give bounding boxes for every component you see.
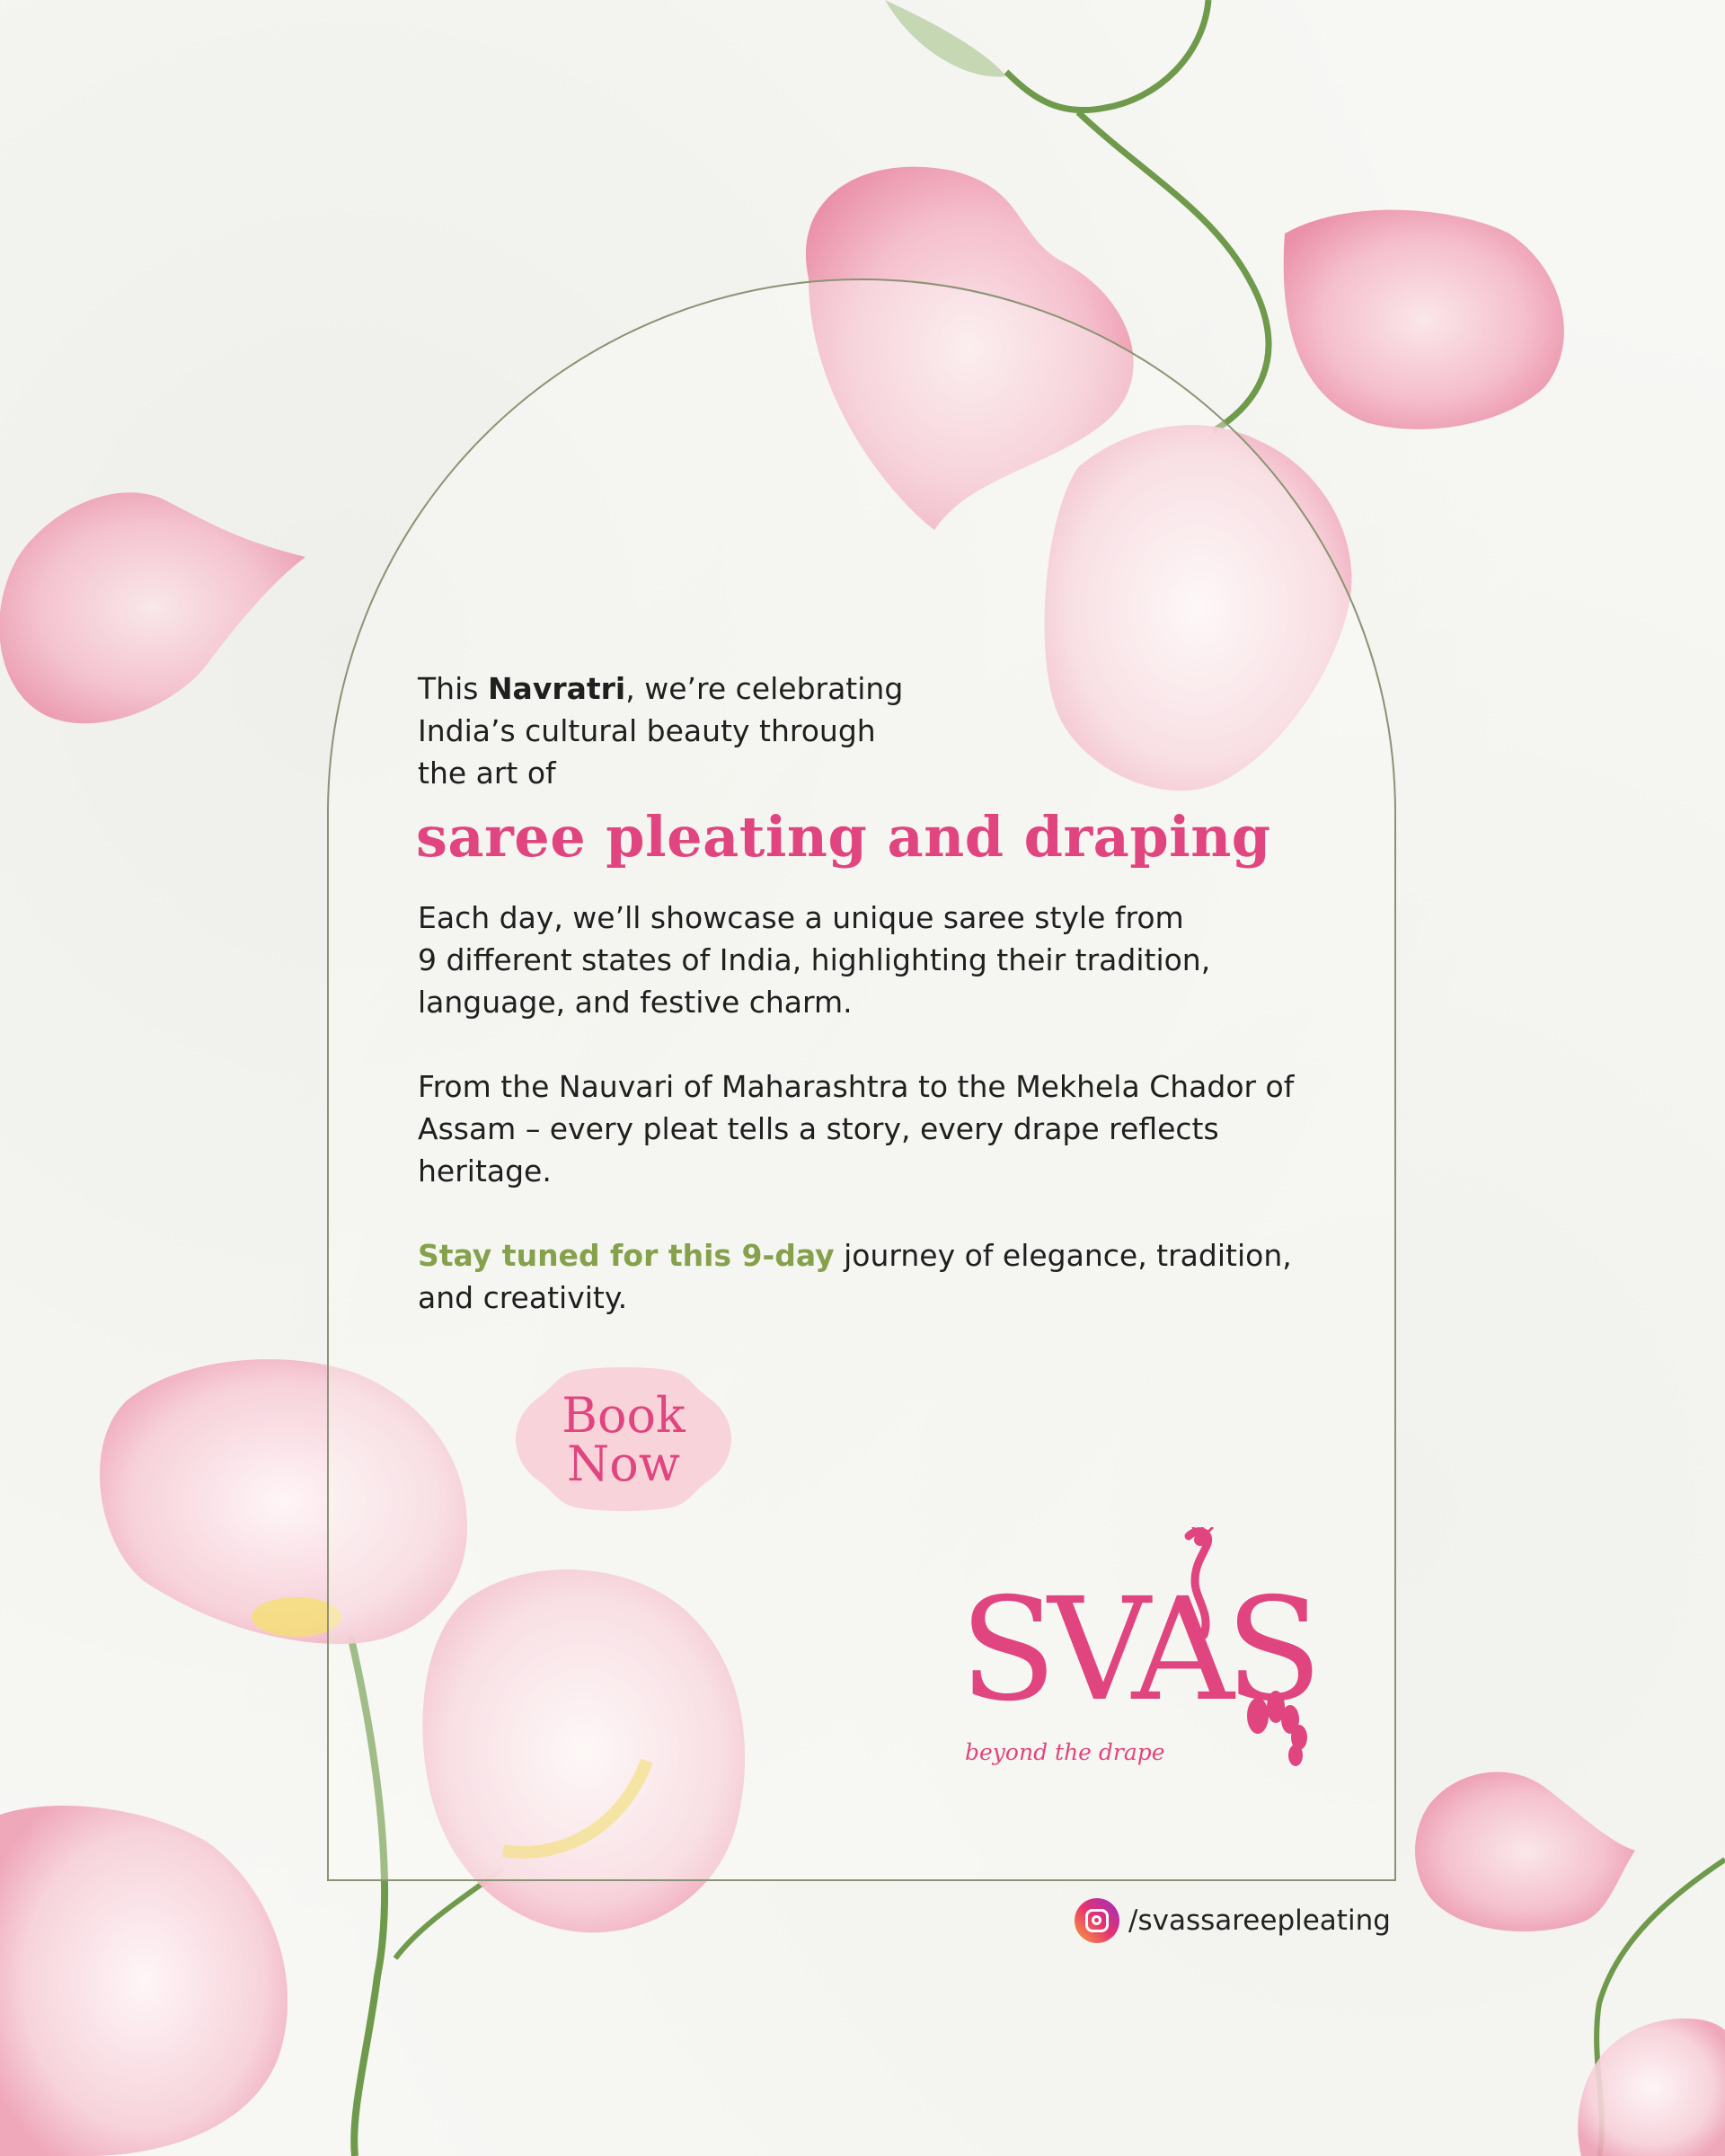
paragraph-2-line3: heritage.: [418, 1153, 552, 1188]
paragraph-1-line3: language, and festive charm.: [418, 985, 853, 1020]
vine-stem-top: [1006, 0, 1208, 110]
paragraph-1-line1: Each day, we’ll showcase a unique saree style from: [418, 900, 1184, 935]
book-now-line2: Now: [567, 1436, 680, 1492]
svas-logo: [960, 1527, 1319, 1779]
paragraph-3: [418, 1234, 1370, 1319]
petal-left-floating: [0, 492, 305, 723]
book-now-button[interactable]: [516, 1365, 731, 1513]
paragraph-1-line2: 9 different states of India, highlighting their tradition,: [418, 942, 1211, 977]
paragraph-3-highlight: Stay tuned for this 9-day: [418, 1238, 835, 1273]
paragraph-2-line2: Assam – every pleat tells a story, every drape reflects: [418, 1111, 1219, 1146]
instagram-handle[interactable]: /svassareepleating: [1128, 1904, 1391, 1937]
logo-wordmark: SVAS: [960, 1568, 1314, 1733]
flower-corner-right-petal: [1578, 2019, 1725, 2156]
vine-leaf-top: [885, 0, 1006, 77]
paragraph-3-rest: journey of elegance, tradition,: [834, 1238, 1292, 1273]
paragraph-3-line2: and creativity.: [418, 1280, 628, 1315]
instagram-icon: [1075, 1898, 1119, 1943]
paragraph-2: [418, 1065, 1370, 1192]
intro-emphasis: Navratri: [487, 671, 626, 706]
intro-text: [418, 667, 1370, 794]
paragraph-1: [418, 897, 1370, 1023]
intro-line2: India’s cultural beauty through: [418, 713, 876, 748]
flower-bottom-corner-petal: [0, 1806, 288, 2156]
intro-rest: , we’re celebrating: [625, 671, 904, 706]
headline: saree pleating and draping: [416, 804, 1271, 870]
logo-tagline: beyond the drape: [965, 1739, 1165, 1765]
flower-bottom-right-petal: [1415, 1772, 1635, 1931]
book-now-line1: Book: [562, 1387, 686, 1444]
instagram-link[interactable]: [1075, 1898, 1391, 1943]
intro-prefix: This: [418, 671, 488, 706]
flower-top-right-petal: [1284, 210, 1564, 429]
paragraph-2-line1: From the Nauvari of Maharashtra to the Mekhela Chador of: [418, 1069, 1295, 1104]
intro-line3: the art of: [418, 755, 556, 791]
